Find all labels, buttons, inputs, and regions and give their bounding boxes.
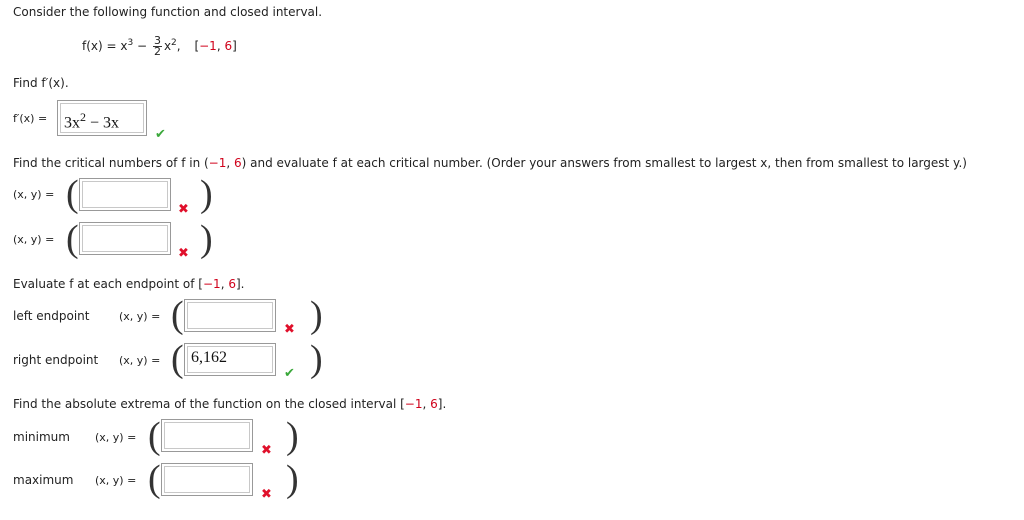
critical-row1-input-inner: [82, 181, 168, 208]
function-lhs: f(x) = x: [82, 39, 128, 53]
function-minus: −: [137, 39, 148, 53]
critical-row2-input[interactable]: [79, 222, 171, 255]
critical-row1-close-paren: ): [200, 173, 213, 215]
maximum-label: (x, y) =: [95, 474, 137, 487]
left-endpoint-input-inner: [187, 302, 273, 329]
maximum-name: maximum: [13, 473, 74, 487]
derivative-answer: [64, 110, 119, 132]
critical-row1-open-paren: (: [66, 173, 79, 215]
minimum-label: (x, y) =: [95, 431, 137, 444]
left-endpoint-incorrect-icon: ✖: [284, 322, 295, 337]
endpoints-prompt-post: ].: [235, 277, 245, 291]
derivative-correct-icon: ✔: [155, 127, 166, 142]
maximum-input[interactable]: [161, 463, 253, 496]
critical-prompt: [13, 156, 967, 170]
derivative-answer-base: 3x: [64, 114, 80, 132]
left-endpoint-name: left endpoint: [13, 309, 90, 323]
critical-row2-close-paren: ): [200, 218, 213, 260]
function-comma: ,: [176, 39, 181, 53]
minimum-input-inner: [164, 422, 250, 449]
critical-prompt-post: ) and evaluate f at each critical number. (Order your answers from smallest to largest x, then from smallest to largest y.): [241, 156, 967, 170]
extrema-a: −1: [404, 397, 423, 411]
maximum-close-paren: ): [286, 458, 299, 500]
maximum-incorrect-icon: ✖: [261, 487, 272, 502]
left-endpoint-close-paren: ): [310, 294, 323, 336]
extrema-prompt: [13, 397, 446, 411]
endpoints-b: 6: [228, 277, 236, 291]
critical-row2-open-paren: (: [66, 218, 79, 260]
extrema-prompt-post: ].: [437, 397, 447, 411]
minimum-open-paren: (: [148, 415, 161, 457]
left-endpoint-label: (x, y) =: [119, 310, 161, 323]
fraction-numerator: 3: [153, 34, 161, 47]
endpoints-prompt: [13, 277, 244, 291]
extrema-b: 6: [430, 397, 438, 411]
endpoints-a: −1: [202, 277, 221, 291]
find-derivative-prompt: Find f′(x).: [13, 76, 69, 90]
critical-row2-label: (x, y) =: [13, 233, 55, 246]
interval-close: ]: [232, 39, 237, 53]
left-endpoint-open-paren: (: [171, 294, 184, 336]
minimum-incorrect-icon: ✖: [261, 443, 272, 458]
right-endpoint-name: right endpoint: [13, 353, 99, 367]
endpoints-prompt-pre: Evaluate f at each endpoint of [: [13, 277, 203, 291]
critical-sep: ,: [226, 156, 235, 170]
right-endpoint-value: 6,162: [191, 349, 227, 366]
function-expression: [82, 36, 237, 57]
critical-row1-input[interactable]: [79, 178, 171, 211]
fraction-denominator: 2: [153, 45, 161, 58]
critical-prompt-pre: Find the critical numbers of f in (: [13, 156, 209, 170]
function-exp2: 2: [171, 38, 177, 48]
interval-b: 6: [224, 39, 233, 53]
critical-a: −1: [208, 156, 227, 170]
critical-row2-input-inner: [82, 225, 168, 252]
right-endpoint-input[interactable]: [184, 343, 276, 376]
interval-sep: ,: [216, 39, 225, 53]
right-endpoint-close-paren: ): [310, 338, 323, 380]
maximum-open-paren: (: [148, 458, 161, 500]
derivative-answer-box[interactable]: [57, 100, 147, 136]
critical-row1-incorrect-icon: ✖: [178, 202, 189, 217]
left-endpoint-input[interactable]: [184, 299, 276, 332]
critical-row1-label: (x, y) =: [13, 188, 55, 201]
interval-a: −1: [199, 39, 217, 53]
derivative-label: f′(x) =: [13, 112, 48, 125]
minimum-close-paren: ): [286, 415, 299, 457]
minimum-name: minimum: [13, 430, 70, 444]
extrema-sep: ,: [422, 397, 431, 411]
function-exp1: 3: [127, 38, 134, 48]
intro-text: Consider the following function and closed interval.: [13, 5, 323, 19]
derivative-answer-exp: 2: [80, 110, 86, 124]
right-endpoint-correct-icon: ✔: [284, 366, 295, 381]
interval-open: [: [194, 39, 200, 53]
critical-b: 6: [234, 156, 242, 170]
minimum-input[interactable]: [161, 419, 253, 452]
extrema-prompt-pre: Find the absolute extrema of the function on the closed interval [: [13, 397, 405, 411]
right-endpoint-label: (x, y) =: [119, 354, 161, 367]
maximum-input-inner: [164, 466, 250, 493]
derivative-answer-rest: − 3x: [86, 114, 120, 132]
function-interval: [194, 39, 236, 53]
endpoints-sep: ,: [220, 277, 229, 291]
function-fraction: [153, 36, 162, 57]
function-x2: x: [163, 39, 172, 53]
critical-row2-incorrect-icon: ✖: [178, 246, 189, 261]
right-endpoint-open-paren: (: [171, 338, 184, 380]
